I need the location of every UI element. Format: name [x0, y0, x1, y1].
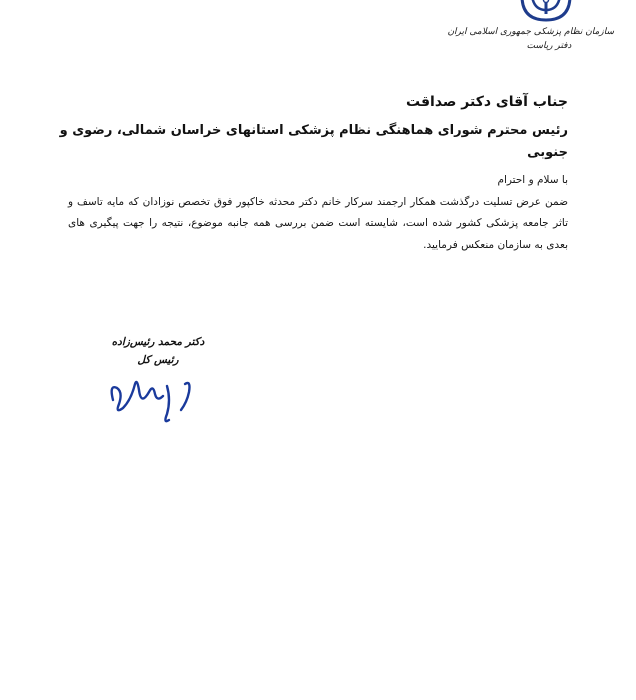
signature-block: [98, 333, 218, 369]
office-name: دفتر ریاست: [526, 41, 572, 51]
recipient-title: رئیس محترم شورای هماهنگی نظام پزشکی استانهای خراسان شمالی، رضوی و جنوبی: [59, 123, 568, 160]
body-paragraph: ضمن عرض تسلیت درگذشت همکار ارجمند سرکار خانم دکتر محدثه خاکپور فوق تخصص نوزادان که مایه تاسف و تاثر جامعه پزشکی کشور شده است، شایسته است ضمن بررسی همه جانبه موضوع، نتیجه را جهت پیگیری های بعدی به سازمان منعکس فرمایید.: [68, 195, 568, 251]
handwritten-signature-icon: [105, 370, 215, 428]
letter-body: [68, 170, 568, 256]
signer-title: رئیس کل: [137, 354, 179, 366]
organization-name: سازمان نظام پزشکی جمهوری اسلامی ایران: [447, 27, 614, 37]
signer-name: دکتر محمد رئیس‌زاده: [111, 336, 205, 348]
organization-logo-icon: [516, 0, 576, 26]
letterhead: [447, 0, 614, 62]
recipient-block: [48, 90, 568, 164]
greeting: با سلام و احترام: [497, 174, 568, 186]
recipient-name: جناب آقای دکتر صداقت: [406, 94, 568, 110]
